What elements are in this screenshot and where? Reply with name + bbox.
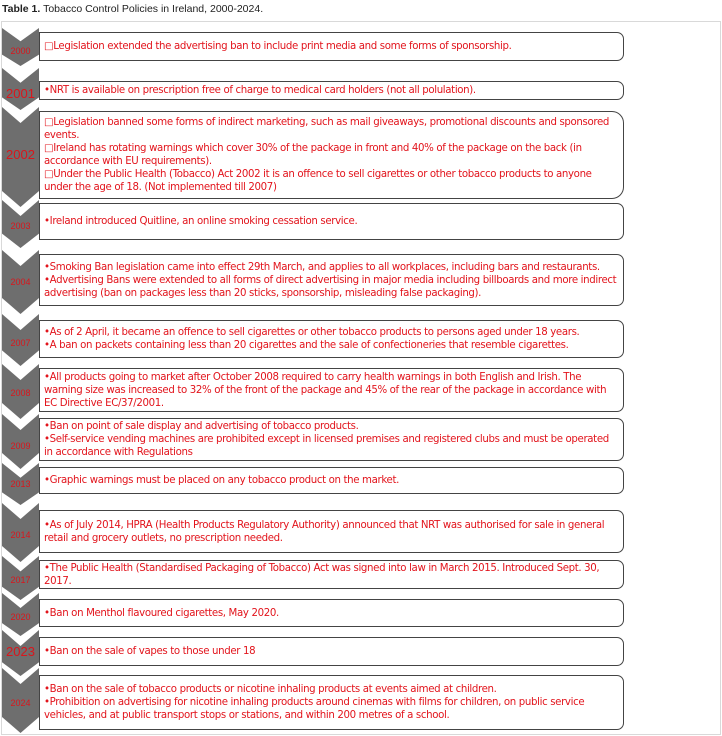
policy-item: □Legislation extended the advertising ban to include print media and some forms of sponsorship.	[44, 41, 512, 52]
year-label: 2002	[6, 147, 35, 162]
policy-item: •Self-service vending machines are prohibited except in licensed premises and registered clubs and must be operated in accordance with Regulations	[44, 434, 609, 458]
caption-label: Table 1.	[2, 3, 41, 15]
policy-item: •Ban on Menthol flavoured cigarettes, May 2020.	[44, 607, 279, 619]
policy-box-2013	[39, 467, 624, 494]
year-label: 2003	[10, 221, 31, 231]
policy-item: •Ireland introduced Quitline, an online smoking cessation service.	[44, 216, 358, 227]
policy-box-2004	[39, 254, 624, 306]
policy-item: •The Public Health (Standardised Packaging of Tobacco) Act was signed into law in March 2015. Introduced Sept. 30, 2017.	[44, 562, 600, 587]
year-label: 2001	[6, 86, 35, 101]
policy-item: •Ban on the sale of vapes to those under 18	[44, 646, 256, 657]
policy-item: •As of July 2014, HPRA (Health Products Regulatory Authority) announced that NRT was authorised for sale in general retail and grocery outlets, no prescription needed.	[44, 519, 605, 544]
policy-box-2002	[39, 111, 624, 199]
policy-item: •Smoking Ban legislation came into effect 29th March, and applies to all workplaces, including bars and restaurants.	[44, 261, 600, 273]
policy-item: •Advertising Bans were extended to all forms of direct advertising in major media including billboards and more indirect advertising (ban on packages less than 20 sticks, sponsorship, misleading false packaging).	[44, 274, 617, 299]
table-caption	[2, 3, 263, 15]
policy-box-2014	[39, 510, 624, 553]
year-label: 2017	[10, 575, 31, 585]
policy-item: •All products going to market after October 2008 required to carry health warnings in both English and Irish. The warning size was increased to 32% of the front of the package and 45% of the rear of the package in accordance with EC Directive EC/37/2001.	[44, 371, 607, 409]
year-label: 2013	[10, 479, 31, 489]
year-label: 2014	[10, 530, 31, 540]
year-label: 2024	[10, 698, 31, 708]
policy-box-2000	[39, 32, 624, 61]
policy-item: •Ban on the sale of tobacco products or nicotine inhaling products at events aimed at children.	[44, 684, 497, 695]
year-label: 2000	[10, 46, 31, 56]
year-label: 2007	[10, 338, 31, 348]
policy-item: □Ireland has rotating warnings which cover 30% of the package in front and 40% of the package on the back (in accordance with EU requirements).	[44, 143, 582, 167]
policy-box-2009	[39, 418, 624, 461]
policy-box-2008	[39, 368, 624, 412]
caption-title: Tobacco Control Policies in Ireland, 2000-2024.	[43, 3, 264, 15]
policy-item: •Prohibition on advertising for nicotine inhaling products around cinemas with films for children, on public service vehicles, and at public transport stops or stations, and within 200 metres of a school.	[44, 697, 585, 721]
policy-box-2007	[39, 320, 624, 358]
policy-item: •NRT is available on prescription free of charge to medical card holders (not all polulation).	[44, 85, 476, 96]
policy-box-2017	[39, 560, 624, 589]
year-label: 2023	[6, 644, 35, 659]
policy-box-2023	[39, 637, 624, 666]
year-label: 2009	[10, 441, 31, 451]
policy-item: •A ban on packets containing less than 20 cigarettes and the sale of confectioneries that resemble cigarettes.	[44, 340, 569, 351]
policy-item: •Graphic warnings must be placed on any tobacco product on the market.	[44, 475, 399, 486]
policy-item: □Legislation banned some forms of indirect marketing, such as mail giveaways, promotional discounts and sponsored events.	[44, 117, 610, 141]
policy-box-2024	[39, 675, 624, 730]
policy-box-2020	[39, 599, 624, 627]
year-label: 2008	[10, 388, 31, 398]
policy-box-2001	[39, 81, 624, 100]
year-label: 2020	[10, 612, 31, 622]
policy-item: •Ban on point of sale display and advertising of tobacco products.	[44, 421, 359, 432]
year-label: 2004	[10, 277, 31, 287]
policy-box-2003	[39, 203, 624, 240]
policy-item: •As of 2 April, it became an offence to sell cigarettes or other tobacco products to persons aged under 18 years.	[44, 327, 580, 338]
policy-item: □Under the Public Health (Tobacco) Act 2002 it is an offence to sell cigarettes or other tobacco products to anyone under the age of 18. (Not implemented till 2007)	[44, 169, 592, 193]
